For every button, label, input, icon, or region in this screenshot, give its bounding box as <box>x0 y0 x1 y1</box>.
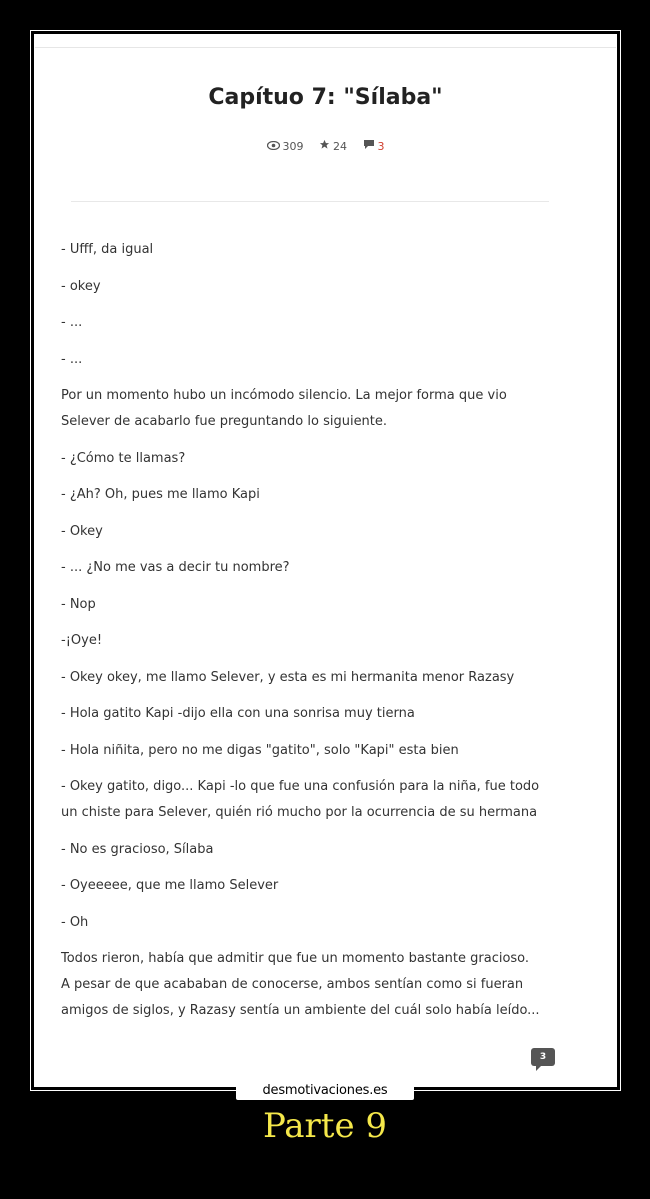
inline-comment-button[interactable] <box>531 1048 555 1066</box>
paragraph: - ... ¿No me vas a decir tu nombre? <box>61 560 290 575</box>
paragraph: - No es gracioso, Sílaba <box>61 841 214 857</box>
paragraph: - Okey <box>61 523 103 539</box>
stars-stat <box>319 139 347 153</box>
paragraph: - okey <box>61 278 101 294</box>
paragraph: - Oh <box>61 914 89 930</box>
paragraph: - ... <box>61 315 83 330</box>
views-count: 309 <box>282 140 304 153</box>
paragraph: - Okey gatito, digo... Kapi -lo que fue una confusión para la niña, fue todo un chiste para Selever, quién rió mucho por la ocurrencia de su hermana <box>61 779 540 820</box>
views-stat <box>267 140 304 153</box>
speech-bubble-icon <box>363 139 375 153</box>
star-icon <box>319 139 330 153</box>
chapter-body <box>61 237 541 1035</box>
poster-caption: Parte 9 <box>262 1106 388 1146</box>
stars-count: 24 <box>333 139 347 153</box>
paragraph: - Hola gatito Kapi -dijo ella con una sonrisa muy tierna <box>61 706 415 721</box>
site-watermark: desmotivaciones.es <box>236 1081 414 1100</box>
paragraph: - Ufff, da igual <box>61 242 154 257</box>
comments-count: 3 <box>377 139 385 153</box>
paragraph: Todos rieron, había que admitir que fue un momento bastante gracioso. A pesar de que acababan de conocerse, ambos sentían como si fueran amigos de siglos, y Razasy sentía un ambiente del cuál solo había leído... <box>61 951 540 1018</box>
header-divider <box>71 201 549 202</box>
eye-icon <box>267 140 280 153</box>
paragraph: - Oyeeeee, que me llamo Selever <box>61 878 279 893</box>
paragraph: - Nop <box>61 596 96 612</box>
top-divider <box>35 47 616 48</box>
chapter-title: Capítuo 7: "Sílaba" <box>208 85 443 110</box>
comments-stat[interactable] <box>363 139 385 153</box>
inline-comment-count: 3 <box>539 1052 547 1062</box>
paragraph: -¡Oye! <box>61 633 103 648</box>
paragraph: - ¿Ah? Oh, pues me llamo Kapi <box>61 487 260 502</box>
paragraph: - Hola niñita, pero no me digas "gatito", solo "Kapi" esta bien <box>61 742 459 758</box>
paragraph: - ¿Cómo te llamas? <box>61 450 186 466</box>
paragraph: - Okey okey, me llamo Selever, y esta es mi hermanita menor Razasy <box>61 669 515 685</box>
paragraph: Por un momento hubo un incómodo silencio. La mejor forma que vio Selever de acabarlo fue preguntando lo siguiente. <box>61 388 507 429</box>
screenshot-panel <box>34 34 617 1087</box>
chapter-stats <box>35 139 616 153</box>
paragraph: - ... <box>61 351 83 367</box>
poster-frame <box>30 30 621 1091</box>
